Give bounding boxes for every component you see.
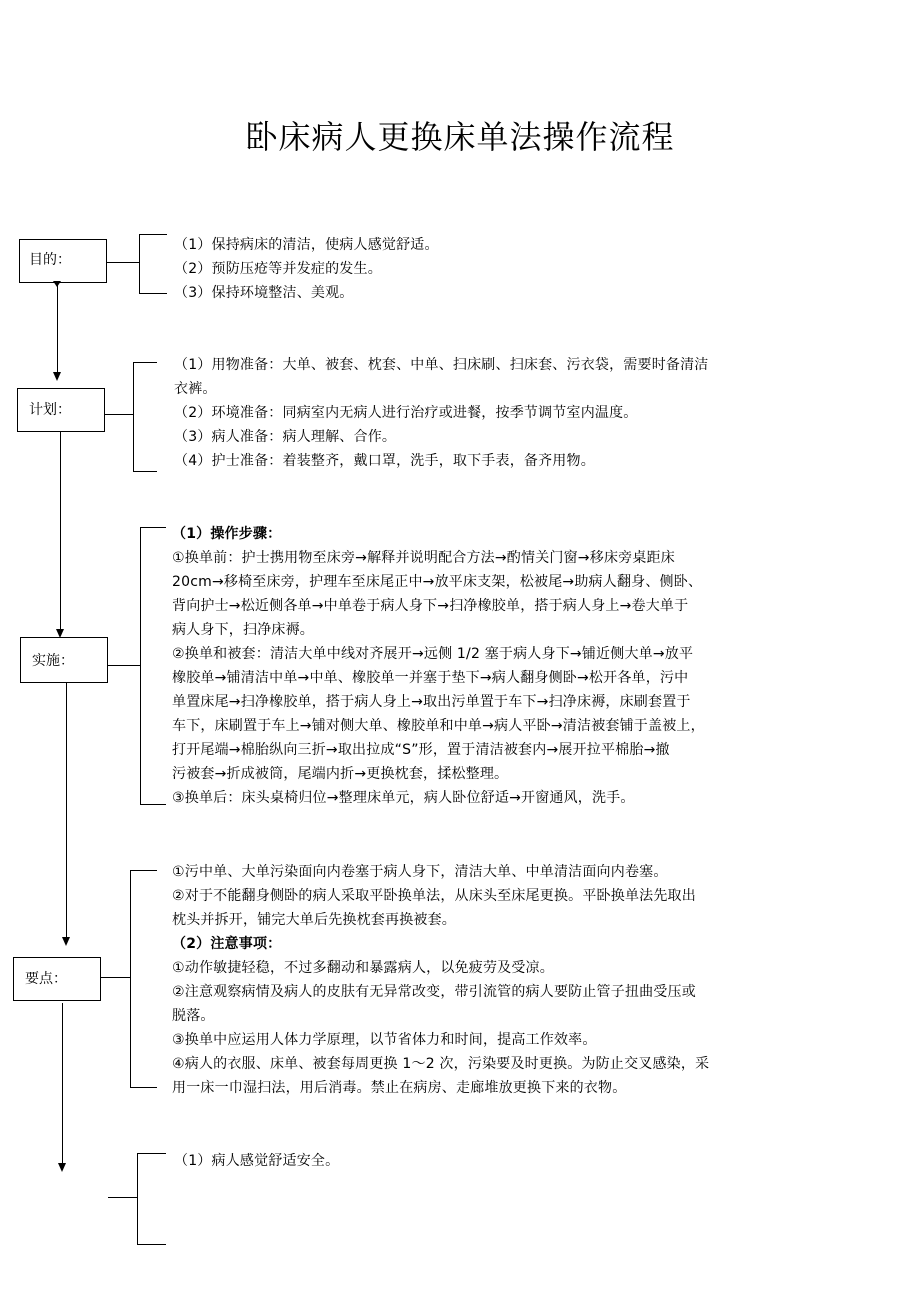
- list-item: （3）保持环境整洁、美观。: [174, 285, 354, 301]
- flow-arrow-1-shaft: [57, 283, 58, 375]
- list-item: （1）用物准备：大单、被套、枕套、中单、扫床刷、扫床套、污衣袋，需要时备清洁: [174, 357, 709, 373]
- flow-arrow-4-head: [58, 1163, 66, 1172]
- implement-connector: [108, 665, 140, 666]
- evaluation-connector: [108, 1197, 137, 1198]
- flow-arrow-3-head: [62, 937, 70, 946]
- purpose-bracket-bottom: [139, 293, 167, 294]
- evaluation-bracket-vertical: [137, 1153, 138, 1245]
- implement-label: 实施：: [32, 653, 74, 669]
- list-item: 背向护士→松近侧各单→中单卷于病人身下→扫净橡胶单，搭于病人身上→卷大单于: [172, 598, 689, 614]
- implement-bracket-bottom: [140, 804, 166, 805]
- flow-arrow-1-head: [53, 372, 61, 381]
- implement-bracket-vertical: [140, 527, 141, 805]
- purpose-bracket-vertical: [139, 234, 140, 294]
- keypoints-list: [172, 860, 709, 1100]
- list-item: 车下，床刷置于车上→铺对侧大单、橡胶单和中单→病人平卧→清洁被套铺于盖被上，: [172, 718, 705, 734]
- section-heading: （1）操作步骤：: [172, 526, 282, 542]
- plan-list: [174, 353, 709, 473]
- implement-bracket-top: [140, 527, 166, 528]
- flow-arrow-4-shaft: [62, 1003, 63, 1165]
- list-item: ①动作敏捷轻稳，不过多翻动和暴露病人，以免疲劳及受凉。: [172, 960, 554, 976]
- list-item: 病人身下，扫净床褥。: [172, 622, 314, 638]
- list-item: ①换单前：护士携用物至床旁→解释并说明配合方法→酌情关门窗→移床旁桌距床: [172, 550, 675, 566]
- list-item: 单置床尾→扫净橡胶单，搭于病人身上→取出污单置于车下→扫净床褥，床刷套置于: [172, 694, 691, 710]
- list-item: （2）环境准备：同病室内无病人进行治疗或进餐，按季节调节室内温度。: [174, 405, 638, 421]
- plan-bracket-vertical: [133, 362, 134, 472]
- evaluation-list: [174, 1149, 339, 1173]
- list-item: ②对于不能翻身侧卧的病人采取平卧换单法，从床头至床尾更换。平卧换单法先取出: [172, 888, 696, 904]
- evaluation-bracket-bottom: [137, 1244, 166, 1245]
- evaluation-bracket-top: [137, 1153, 166, 1154]
- plan-label: 计划：: [29, 402, 71, 418]
- plan-bracket-bottom: [133, 471, 157, 472]
- list-item: （4）护士准备：着装整齐，戴口罩，洗手，取下手表，备齐用物。: [174, 453, 595, 469]
- list-item: ②注意观察病情及病人的皮肤有无异常改变，带引流管的病人要防止管子扭曲受压或: [172, 984, 696, 1000]
- plan-box: [17, 388, 105, 432]
- list-item: 用一床一巾湿扫法，用后消毒。禁止在病房、走廊堆放更换下来的衣物。: [172, 1080, 627, 1096]
- keypoints-bracket-vertical: [130, 870, 131, 1088]
- list-item: （1）保持病床的清洁，使病人感觉舒适。: [174, 237, 439, 253]
- flow-arrow-2-shaft: [60, 432, 61, 630]
- flow-arrow-3-shaft: [66, 683, 67, 939]
- list-item: 20cm→移椅至床旁，护理车至床尾正中→放平床支架，松被尾→助病人翻身、侧卧、: [172, 574, 703, 590]
- purpose-connector: [107, 262, 139, 263]
- list-item: ③换单后：床头桌椅归位→整理床单元，病人卧位舒适→开窗通风，洗手。: [172, 790, 635, 806]
- section-heading: （2）注意事项：: [172, 936, 282, 952]
- keypoints-label: 要点：: [25, 971, 67, 987]
- list-item: （3）病人准备：病人理解、合作。: [174, 429, 397, 445]
- list-item: （1）病人感觉舒适安全。: [174, 1153, 340, 1169]
- plan-bracket-top: [133, 362, 157, 363]
- list-item: 打开尾端→棉胎纵向三折→取出拉成“S”形，置于清洁被套内→展开拉平棉胎→撤: [172, 742, 670, 758]
- purpose-label: 目的：: [29, 252, 71, 268]
- list-item: ③换单中应运用人体力学原理，以节省体力和时间，提高工作效率。: [172, 1032, 597, 1048]
- list-item: 枕头并拆开，铺完大单后先换枕套再换被套。: [172, 912, 456, 928]
- list-item: 衣裤。: [174, 381, 217, 397]
- list-item: 橡胶单→铺清洁中单→中单、橡胶单一并塞于垫下→病人翻身侧卧→松开各单，污中: [172, 670, 689, 686]
- list-item: ①污中单、大单污染面向内卷塞于病人身下，清洁大单、中单清洁面向内卷塞。: [172, 864, 668, 880]
- purpose-list: [174, 233, 439, 305]
- implement-list: [172, 522, 705, 810]
- flow-arrow-2-head: [56, 629, 64, 638]
- keypoints-box: [13, 957, 101, 1001]
- list-item: 污被套→折成被筒，尾端内折→更换枕套，揉松整理。: [172, 766, 509, 782]
- purpose-box: [19, 239, 107, 283]
- plan-connector: [105, 414, 133, 415]
- keypoints-bracket-bottom: [130, 1087, 157, 1088]
- flow-arrow-1-top-icon: [53, 281, 61, 287]
- purpose-bracket-top: [139, 234, 167, 235]
- list-item: ②换单和被套：清洁大单中线对齐展开→远侧 1/2 塞于病人身下→铺近侧大单→放平: [172, 646, 694, 662]
- list-item: ④病人的衣服、床单、被套每周更换 1～2 次，污染要及时更换。为防止交叉感染，采: [172, 1056, 710, 1072]
- list-item: 脱落。: [172, 1008, 215, 1024]
- page-title: 卧床病人更换床单法操作流程: [245, 118, 675, 156]
- list-item: （2）预防压疮等并发症的发生。: [174, 261, 382, 277]
- keypoints-bracket-top: [130, 870, 157, 871]
- implement-box: [20, 637, 108, 683]
- keypoints-connector: [101, 977, 130, 978]
